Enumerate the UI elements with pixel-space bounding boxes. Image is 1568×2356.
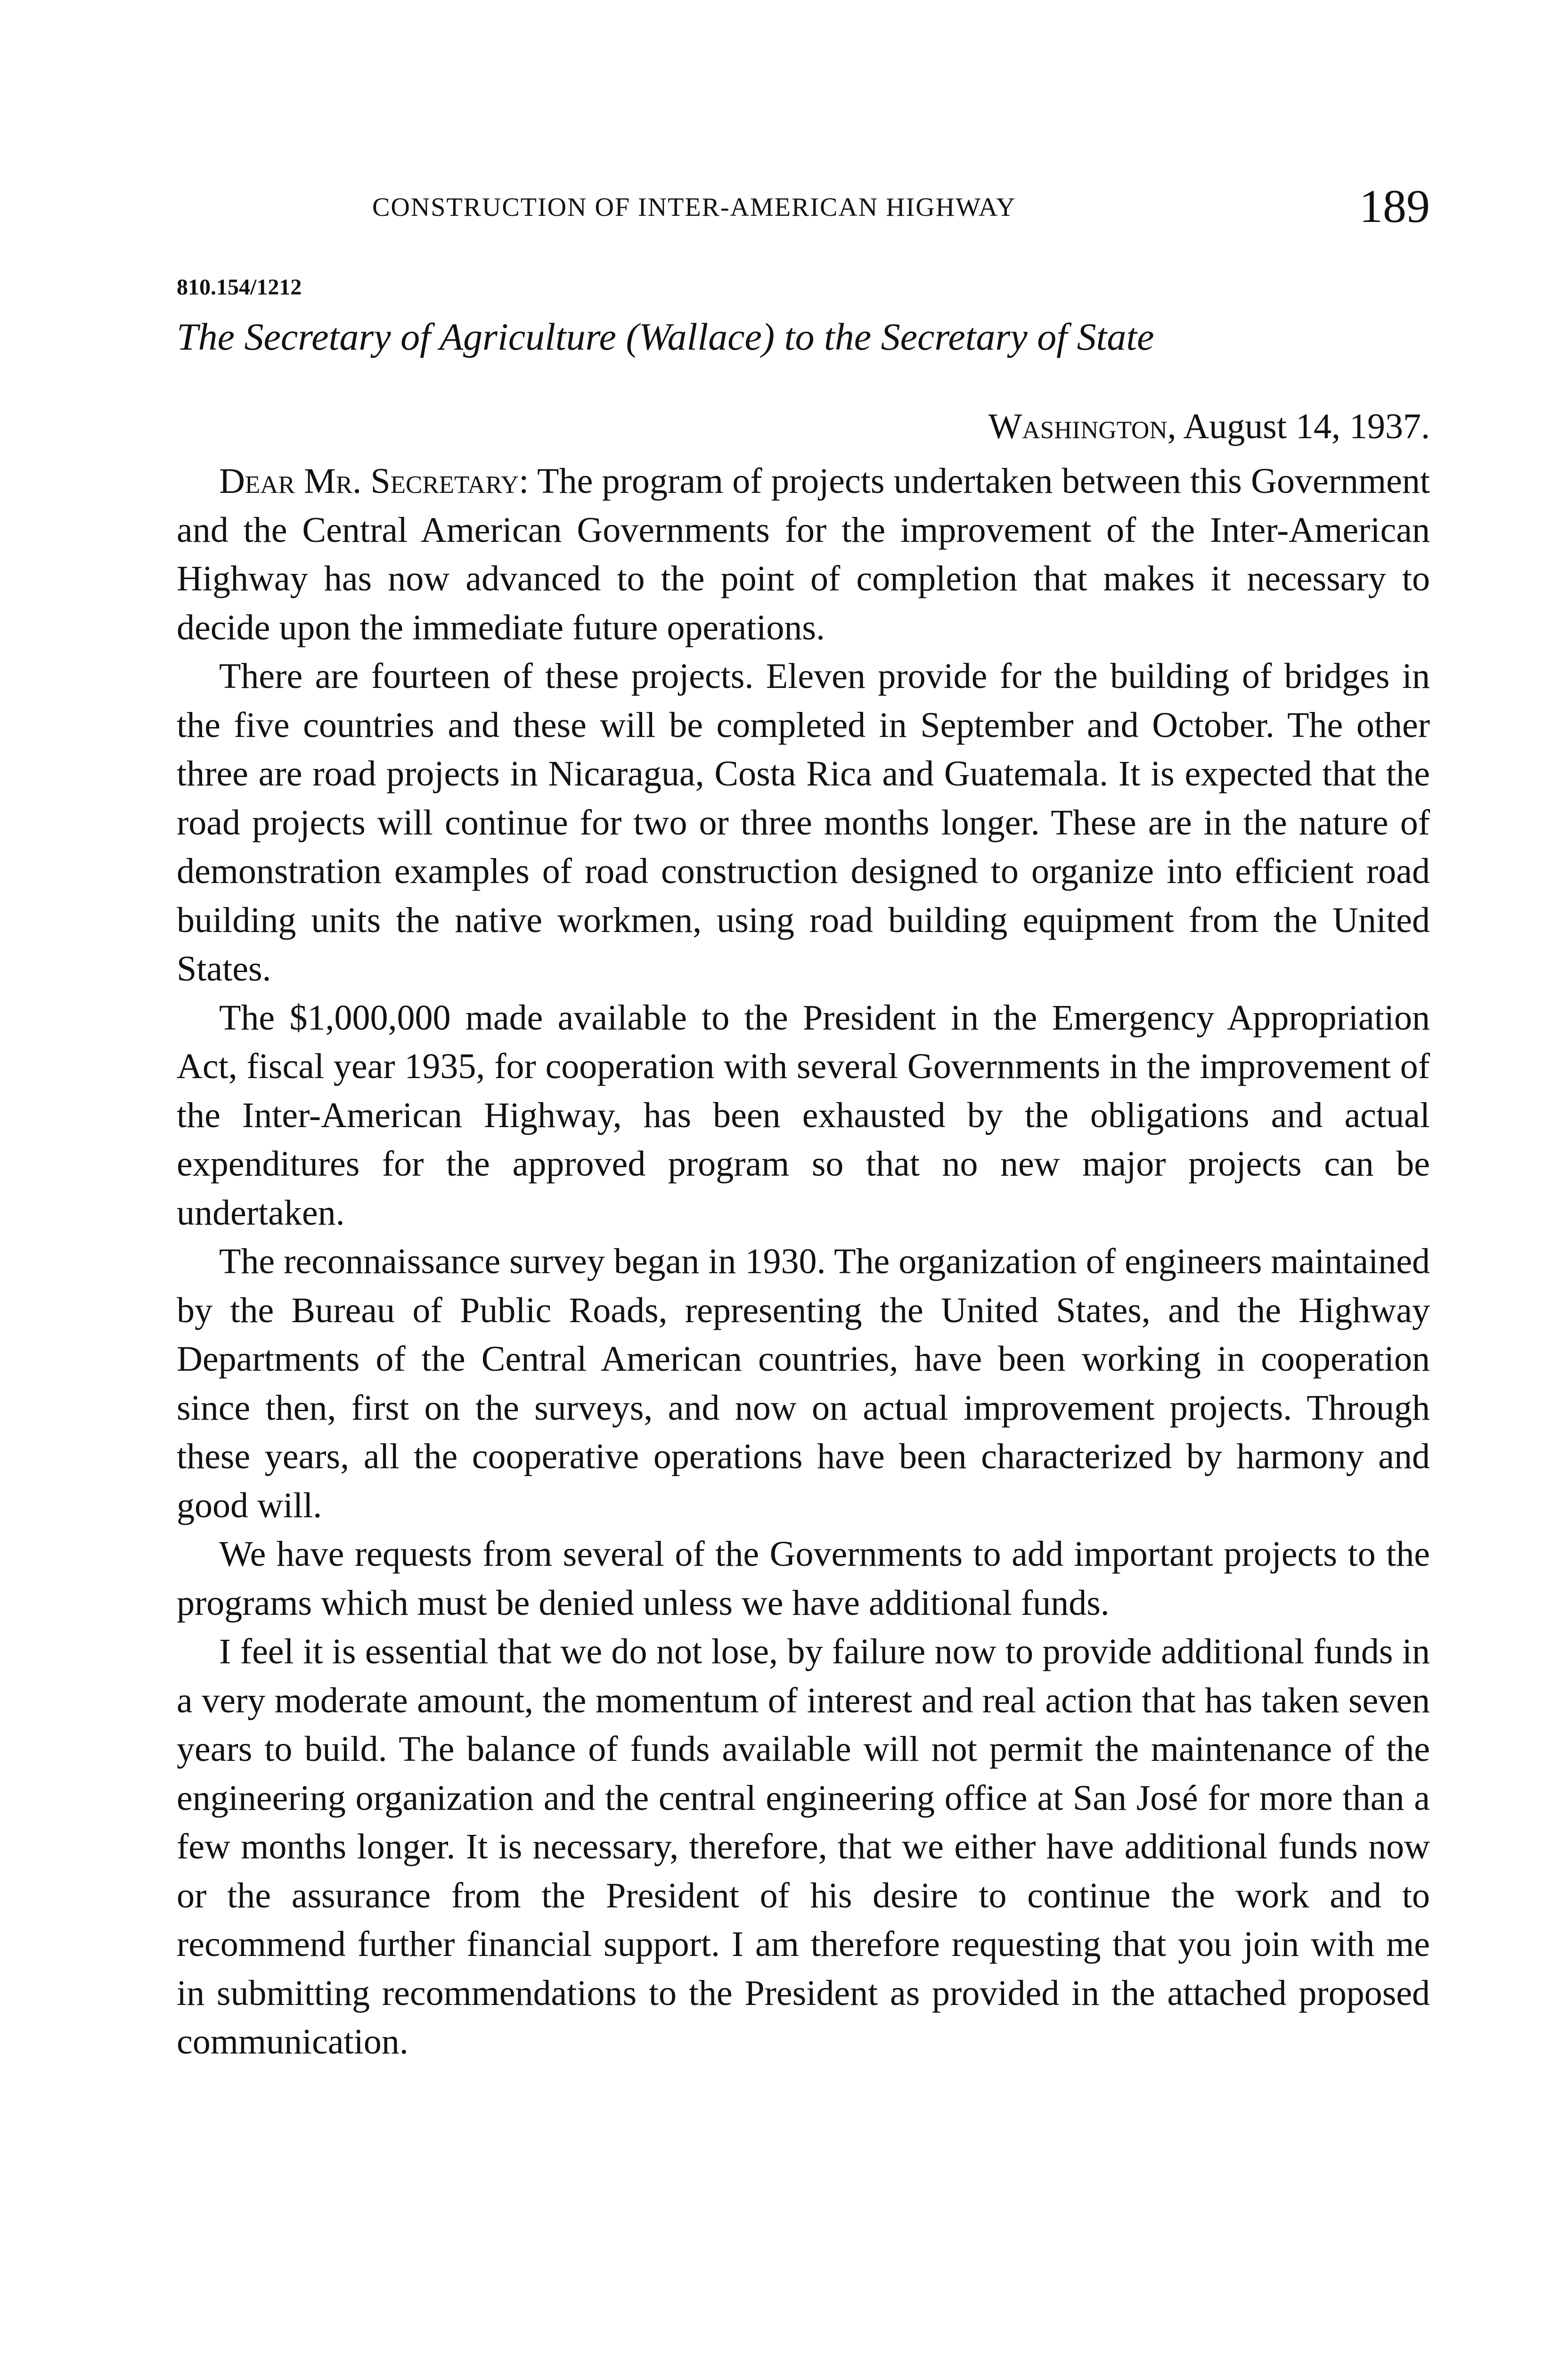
dateline-date: , August 14, 1937. bbox=[1167, 407, 1430, 446]
document-heading: The Secretary of Agriculture (Wallace) to the Secretary of State bbox=[177, 315, 1154, 358]
paragraph-2: There are fourteen of these projects. Eleven provide for the building of bridges in the five countries and these will be completed in September and October. The other three are road projects in Nicaragua, Costa Rica and Guatemala. It is expected that the road projects will continue for two or three months longer. These are in the nature of demonstration examples of road construction designed to organize into efficient road building units the native workmen, using road building equipment from the United States. bbox=[177, 656, 1430, 989]
dateline bbox=[735, 403, 1430, 450]
paragraph-1 bbox=[177, 457, 1430, 652]
paragraph-1-text: : The program of projects undertaken between this Government and the Central American Governments for the improvement of the Inter-American Highway has now advanced to the point of completion that makes it necessary to decide upon the immediate future operations. bbox=[177, 461, 1430, 647]
running-title: CONSTRUCTION OF INTER-AMERICAN HIGHWAY bbox=[372, 193, 1016, 222]
paragraph-4: The reconnaissance survey began in 1930. The organization of engineers maintained by the Bureau of Public Roads, representing the United States, and the Highway Departments of the Central American countries, have been working in cooperation since then, first on the surveys, and now on actual improvement projects. Through these years, all the cooperative operations have been characterized by harmony and good will. bbox=[177, 1242, 1430, 1525]
paragraph-3: The $1,000,000 made available to the President in the Emergency Appropriation Act, fiscal year 1935, for cooperation with several Governments in the improvement of the Inter-American Highway, has been exhausted by the obligations and actual expenditures for the approved program so that no new major projects can be undertaken. bbox=[177, 998, 1430, 1233]
salutation: Dear Mr. Secretary bbox=[219, 461, 519, 501]
paragraph-6: I feel it is essential that we do not lose, by failure now to provide additional funds in a very moderate amount, the momentum of interest and real action that has taken seven years to build. The balance of funds available will not permit the maintenance of the engineering organization and the central engineering office at San José for more than a few months longer. It is necessary, therefore, that we either have additional funds now or the assurance from the President of his desire to continue the work and to recommend further financial support. I am therefore requesting that you join with me in submitting recommendations to the President as provided in the attached proposed communication. bbox=[177, 1632, 1430, 2062]
page-number: 189 bbox=[1359, 180, 1430, 232]
paragraph-5: We have requests from several of the Governments to add important projects to the programs which must be denied unless we have additional funds. bbox=[177, 1534, 1430, 1623]
letter-body bbox=[177, 457, 1430, 2067]
dateline-place: Washington bbox=[988, 407, 1168, 446]
file-reference: 810.154/1212 bbox=[177, 275, 302, 300]
